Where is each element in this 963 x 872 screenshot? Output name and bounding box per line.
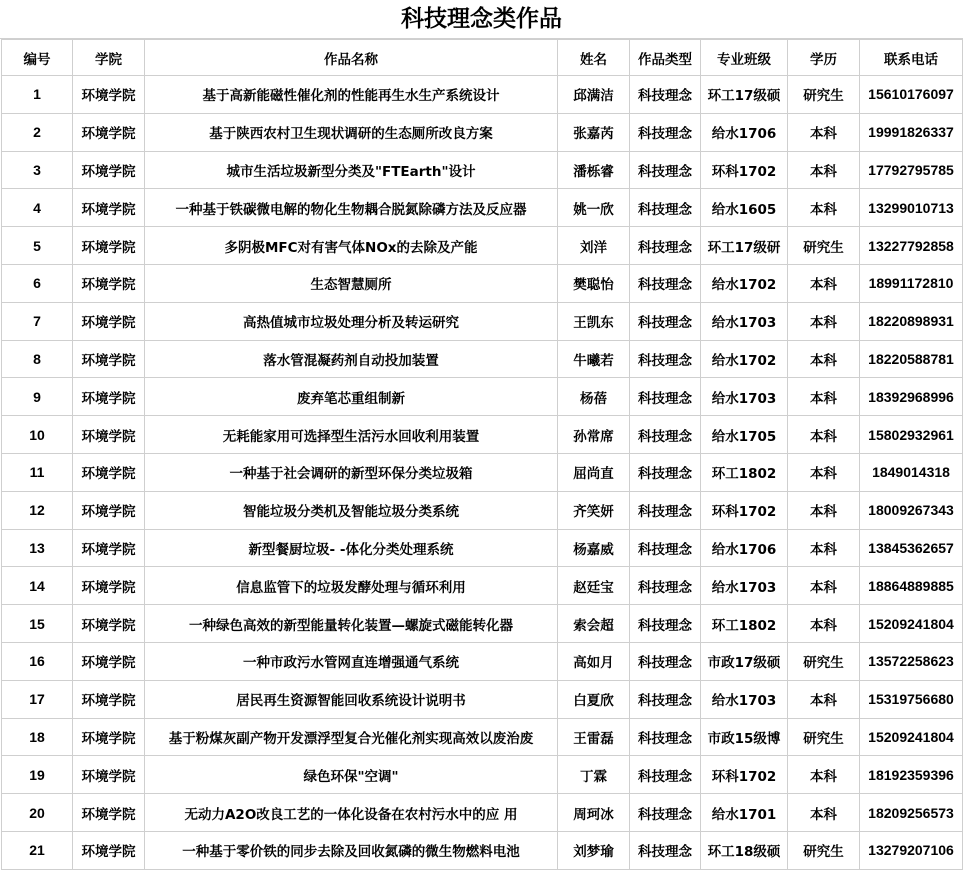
cell-name: 孙常席 bbox=[558, 416, 630, 454]
cell-degree: 本科 bbox=[788, 794, 860, 832]
cell-class: 环工1802 bbox=[701, 453, 788, 491]
cell-work-name: 高热值城市垃圾处理分析及转运研究 bbox=[145, 302, 558, 340]
header-work-type: 作品类型 bbox=[630, 40, 701, 76]
cell-name: 邱满洁 bbox=[558, 76, 630, 114]
cell-name: 杨嘉威 bbox=[558, 529, 630, 567]
cell-id: 13 bbox=[2, 529, 73, 567]
cell-college: 环境学院 bbox=[73, 491, 145, 529]
cell-id: 9 bbox=[2, 378, 73, 416]
cell-id: 12 bbox=[2, 491, 73, 529]
cell-college: 环境学院 bbox=[73, 756, 145, 794]
cell-id: 10 bbox=[2, 416, 73, 454]
table-row bbox=[2, 227, 963, 265]
cell-id: 4 bbox=[2, 189, 73, 227]
cell-work-name: 多阴极MFC对有害气体NOx的去除及产能 bbox=[145, 227, 558, 265]
cell-work-type: 科技理念 bbox=[630, 378, 701, 416]
cell-degree: 本科 bbox=[788, 491, 860, 529]
table-row bbox=[2, 416, 963, 454]
cell-phone: 18220898931 bbox=[860, 302, 963, 340]
cell-work-type: 科技理念 bbox=[630, 113, 701, 151]
cell-phone: 13845362657 bbox=[860, 529, 963, 567]
cell-college: 环境学院 bbox=[73, 794, 145, 832]
header-phone: 联系电话 bbox=[860, 40, 963, 76]
table-row bbox=[2, 491, 963, 529]
cell-name: 高如月 bbox=[558, 642, 630, 680]
table-row bbox=[2, 302, 963, 340]
cell-degree: 本科 bbox=[788, 529, 860, 567]
header-name: 姓名 bbox=[558, 40, 630, 76]
table-row bbox=[2, 113, 963, 151]
cell-phone: 18864889885 bbox=[860, 567, 963, 605]
cell-work-name: 基于粉煤灰副产物开发漂浮型复合光催化剂实现高效以废治废 bbox=[145, 718, 558, 756]
cell-class: 给水1703 bbox=[701, 567, 788, 605]
cell-degree: 本科 bbox=[788, 340, 860, 378]
cell-class: 给水1703 bbox=[701, 378, 788, 416]
cell-work-type: 科技理念 bbox=[630, 302, 701, 340]
cell-work-type: 科技理念 bbox=[630, 529, 701, 567]
cell-degree: 研究生 bbox=[788, 831, 860, 869]
cell-degree: 研究生 bbox=[788, 642, 860, 680]
cell-phone: 15209241804 bbox=[860, 605, 963, 643]
cell-name: 牛曦若 bbox=[558, 340, 630, 378]
cell-work-type: 科技理念 bbox=[630, 567, 701, 605]
cell-name: 王凯东 bbox=[558, 302, 630, 340]
cell-id: 6 bbox=[2, 264, 73, 302]
cell-class: 市政17级硕 bbox=[701, 642, 788, 680]
cell-work-name: 智能垃圾分类机及智能垃圾分类系统 bbox=[145, 491, 558, 529]
table-row bbox=[2, 756, 963, 794]
cell-degree: 本科 bbox=[788, 605, 860, 643]
cell-degree: 本科 bbox=[788, 302, 860, 340]
cell-name: 张嘉芮 bbox=[558, 113, 630, 151]
cell-class: 环工18级硕 bbox=[701, 831, 788, 869]
cell-college: 环境学院 bbox=[73, 605, 145, 643]
header-college: 学院 bbox=[73, 40, 145, 76]
cell-phone: 13299010713 bbox=[860, 189, 963, 227]
cell-college: 环境学院 bbox=[73, 378, 145, 416]
cell-work-type: 科技理念 bbox=[630, 76, 701, 114]
cell-work-type: 科技理念 bbox=[630, 831, 701, 869]
cell-work-name: 一种基于零价铁的同步去除及回收氮磷的微生物燃料电池 bbox=[145, 831, 558, 869]
cell-name: 屈尚直 bbox=[558, 453, 630, 491]
cell-work-type: 科技理念 bbox=[630, 340, 701, 378]
cell-degree: 本科 bbox=[788, 680, 860, 718]
cell-id: 5 bbox=[2, 227, 73, 265]
table-row bbox=[2, 680, 963, 718]
cell-work-name: 居民再生资源智能回收系统设计说明书 bbox=[145, 680, 558, 718]
cell-degree: 本科 bbox=[788, 416, 860, 454]
cell-college: 环境学院 bbox=[73, 718, 145, 756]
cell-phone: 13279207106 bbox=[860, 831, 963, 869]
cell-name: 姚一欣 bbox=[558, 189, 630, 227]
cell-degree: 本科 bbox=[788, 189, 860, 227]
cell-work-type: 科技理念 bbox=[630, 491, 701, 529]
cell-phone: 18009267343 bbox=[860, 491, 963, 529]
cell-class: 环工17级研 bbox=[701, 227, 788, 265]
cell-degree: 研究生 bbox=[788, 227, 860, 265]
cell-class: 给水1706 bbox=[701, 529, 788, 567]
cell-work-type: 科技理念 bbox=[630, 718, 701, 756]
cell-class: 给水1703 bbox=[701, 302, 788, 340]
table-row bbox=[2, 76, 963, 114]
cell-class: 环科1702 bbox=[701, 491, 788, 529]
cell-degree: 本科 bbox=[788, 264, 860, 302]
cell-degree: 本科 bbox=[788, 453, 860, 491]
cell-phone: 15319756680 bbox=[860, 680, 963, 718]
table-row bbox=[2, 567, 963, 605]
cell-class: 环科1702 bbox=[701, 756, 788, 794]
cell-phone: 19991826337 bbox=[860, 113, 963, 151]
cell-college: 环境学院 bbox=[73, 680, 145, 718]
cell-degree: 研究生 bbox=[788, 76, 860, 114]
table-row bbox=[2, 264, 963, 302]
cell-college: 环境学院 bbox=[73, 264, 145, 302]
cell-work-type: 科技理念 bbox=[630, 227, 701, 265]
cell-work-type: 科技理念 bbox=[630, 453, 701, 491]
cell-phone: 13572258623 bbox=[860, 642, 963, 680]
cell-degree: 本科 bbox=[788, 756, 860, 794]
cell-phone: 18392968996 bbox=[860, 378, 963, 416]
cell-name: 丁霖 bbox=[558, 756, 630, 794]
cell-degree: 本科 bbox=[788, 378, 860, 416]
cell-work-name: 一种市政污水管网直连增强通气系统 bbox=[145, 642, 558, 680]
cell-id: 1 bbox=[2, 76, 73, 114]
cell-work-type: 科技理念 bbox=[630, 151, 701, 189]
cell-id: 16 bbox=[2, 642, 73, 680]
sheet-title: 科技理念类作品 bbox=[0, 0, 963, 39]
cell-class: 环工17级硕 bbox=[701, 76, 788, 114]
cell-phone: 18220588781 bbox=[860, 340, 963, 378]
cell-work-name: 落水管混凝药剂自动投加装置 bbox=[145, 340, 558, 378]
cell-id: 2 bbox=[2, 113, 73, 151]
cell-work-name: 生态智慧厕所 bbox=[145, 264, 558, 302]
cell-college: 环境学院 bbox=[73, 151, 145, 189]
header-id: 编号 bbox=[2, 40, 73, 76]
cell-college: 环境学院 bbox=[73, 113, 145, 151]
table-row bbox=[2, 453, 963, 491]
table-row bbox=[2, 378, 963, 416]
cell-college: 环境学院 bbox=[73, 416, 145, 454]
cell-class: 给水1701 bbox=[701, 794, 788, 832]
cell-work-type: 科技理念 bbox=[630, 680, 701, 718]
table-row bbox=[2, 831, 963, 869]
cell-phone: 15802932961 bbox=[860, 416, 963, 454]
cell-work-name: 废弃笔芯重组制新 bbox=[145, 378, 558, 416]
cell-id: 18 bbox=[2, 718, 73, 756]
cell-phone: 17792795785 bbox=[860, 151, 963, 189]
cell-id: 11 bbox=[2, 453, 73, 491]
cell-work-name: 信息监管下的垃圾发酵处理与循环利用 bbox=[145, 567, 558, 605]
cell-work-name: 一种绿色高效的新型能量转化装置—螺旋式磁能转化器 bbox=[145, 605, 558, 643]
cell-work-type: 科技理念 bbox=[630, 605, 701, 643]
cell-college: 环境学院 bbox=[73, 642, 145, 680]
cell-degree: 本科 bbox=[788, 567, 860, 605]
cell-work-type: 科技理念 bbox=[630, 189, 701, 227]
table-row bbox=[2, 340, 963, 378]
cell-work-name: 绿色环保"空调" bbox=[145, 756, 558, 794]
cell-name: 白夏欣 bbox=[558, 680, 630, 718]
cell-class: 环工1802 bbox=[701, 605, 788, 643]
cell-work-name: 一种基于铁碳微电解的物化生物耦合脱氮除磷方法及反应器 bbox=[145, 189, 558, 227]
table-row bbox=[2, 151, 963, 189]
cell-class: 给水1702 bbox=[701, 340, 788, 378]
cell-id: 20 bbox=[2, 794, 73, 832]
cell-name: 周珂冰 bbox=[558, 794, 630, 832]
cell-name: 赵廷宝 bbox=[558, 567, 630, 605]
cell-work-type: 科技理念 bbox=[630, 416, 701, 454]
cell-name: 樊聪怡 bbox=[558, 264, 630, 302]
cell-id: 17 bbox=[2, 680, 73, 718]
table-row bbox=[2, 794, 963, 832]
cell-id: 8 bbox=[2, 340, 73, 378]
works-table bbox=[1, 39, 963, 870]
cell-work-name: 无动力A2O改良工艺的一体化设备在农村污水中的应 用 bbox=[145, 794, 558, 832]
cell-name: 王雷磊 bbox=[558, 718, 630, 756]
cell-work-name: 基于高新能磁性催化剂的性能再生水生产系统设计 bbox=[145, 76, 558, 114]
cell-class: 给水1702 bbox=[701, 264, 788, 302]
table-row bbox=[2, 605, 963, 643]
table-row bbox=[2, 642, 963, 680]
cell-id: 14 bbox=[2, 567, 73, 605]
cell-work-type: 科技理念 bbox=[630, 794, 701, 832]
cell-college: 环境学院 bbox=[73, 567, 145, 605]
cell-college: 环境学院 bbox=[73, 227, 145, 265]
cell-class: 环科1702 bbox=[701, 151, 788, 189]
table-row bbox=[2, 189, 963, 227]
header-row bbox=[2, 40, 963, 76]
cell-phone: 15209241804 bbox=[860, 718, 963, 756]
cell-degree: 研究生 bbox=[788, 718, 860, 756]
cell-college: 环境学院 bbox=[73, 189, 145, 227]
cell-phone: 1849014318 bbox=[860, 453, 963, 491]
header-degree: 学历 bbox=[788, 40, 860, 76]
header-class: 专业班级 bbox=[701, 40, 788, 76]
cell-degree: 本科 bbox=[788, 151, 860, 189]
cell-name: 刘梦瑜 bbox=[558, 831, 630, 869]
cell-college: 环境学院 bbox=[73, 302, 145, 340]
cell-name: 刘洋 bbox=[558, 227, 630, 265]
cell-college: 环境学院 bbox=[73, 453, 145, 491]
cell-phone: 18192359396 bbox=[860, 756, 963, 794]
cell-phone: 18991172810 bbox=[860, 264, 963, 302]
table-row bbox=[2, 718, 963, 756]
cell-college: 环境学院 bbox=[73, 76, 145, 114]
cell-class: 市政15级博 bbox=[701, 718, 788, 756]
table-row bbox=[2, 529, 963, 567]
cell-work-name: 一种基于社会调研的新型环保分类垃圾箱 bbox=[145, 453, 558, 491]
cell-name: 齐笑妍 bbox=[558, 491, 630, 529]
cell-id: 7 bbox=[2, 302, 73, 340]
cell-work-name: 新型餐厨垃圾- -体化分类处理系统 bbox=[145, 529, 558, 567]
cell-name: 杨蓓 bbox=[558, 378, 630, 416]
cell-id: 21 bbox=[2, 831, 73, 869]
cell-college: 环境学院 bbox=[73, 831, 145, 869]
header-work-name: 作品名称 bbox=[145, 40, 558, 76]
cell-name: 索会超 bbox=[558, 605, 630, 643]
cell-class: 给水1706 bbox=[701, 113, 788, 151]
cell-class: 给水1605 bbox=[701, 189, 788, 227]
cell-work-type: 科技理念 bbox=[630, 642, 701, 680]
cell-name: 潘栎睿 bbox=[558, 151, 630, 189]
cell-id: 3 bbox=[2, 151, 73, 189]
cell-phone: 15610176097 bbox=[860, 76, 963, 114]
cell-work-name: 无耗能家用可选择型生活污水回收利用装置 bbox=[145, 416, 558, 454]
cell-work-type: 科技理念 bbox=[630, 756, 701, 794]
cell-phone: 18209256573 bbox=[860, 794, 963, 832]
cell-class: 给水1705 bbox=[701, 416, 788, 454]
cell-id: 15 bbox=[2, 605, 73, 643]
cell-work-type: 科技理念 bbox=[630, 264, 701, 302]
cell-degree: 本科 bbox=[788, 113, 860, 151]
cell-work-name: 基于陕西农村卫生现状调研的生态厕所改良方案 bbox=[145, 113, 558, 151]
cell-work-name: 城市生活垃圾新型分类及"FTEarth"设计 bbox=[145, 151, 558, 189]
cell-college: 环境学院 bbox=[73, 340, 145, 378]
cell-college: 环境学院 bbox=[73, 529, 145, 567]
cell-phone: 13227792858 bbox=[860, 227, 963, 265]
cell-class: 给水1703 bbox=[701, 680, 788, 718]
cell-id: 19 bbox=[2, 756, 73, 794]
